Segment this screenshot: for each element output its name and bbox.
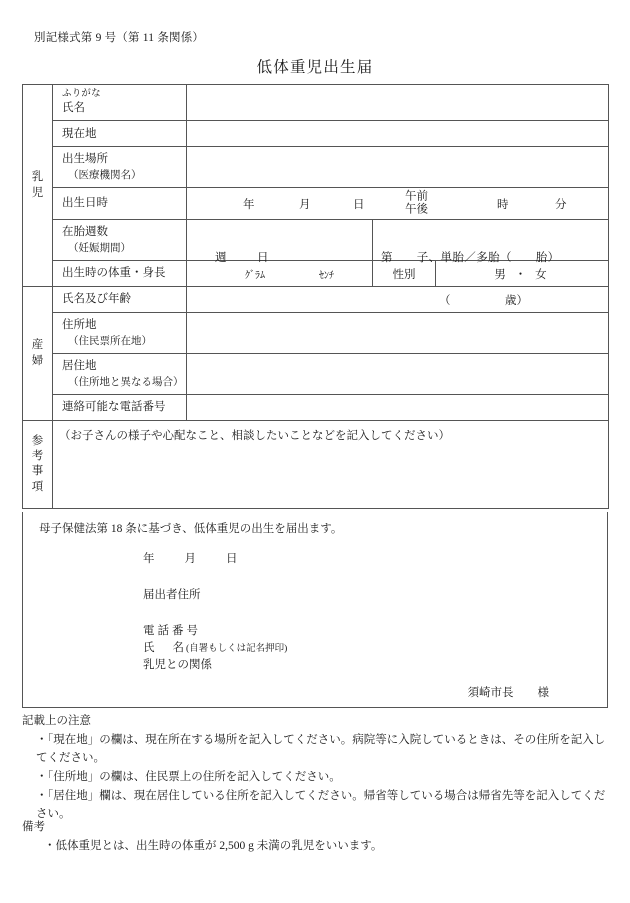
birth-month-unit: 月 xyxy=(299,198,311,211)
pm-option[interactable]: 午後 xyxy=(405,203,428,216)
row-label-mother-name-age: 氏名及び年齢 xyxy=(53,287,187,313)
table-row xyxy=(23,121,609,147)
declaration-name-line[interactable] xyxy=(143,639,287,655)
table-row xyxy=(23,394,609,420)
gestation-label: 在胎週数 xyxy=(62,226,108,239)
section-label-mother-char-2: 婦 xyxy=(31,354,44,367)
row-label-sex: 性別 xyxy=(373,261,436,287)
weight-unit: ｸﾞﾗﾑ xyxy=(245,270,265,282)
birth-place-sublabel: （医療機関名） xyxy=(68,170,142,182)
declaration-block xyxy=(22,512,608,708)
section-label-infant xyxy=(23,85,53,287)
field-birth-order[interactable] xyxy=(373,220,609,265)
notes-title: 記載上の注意 xyxy=(22,715,91,727)
gestation-weeks-unit: 週 xyxy=(215,252,227,265)
row-label-birth-datetime: 出生日時 xyxy=(53,188,187,220)
field-sex-options[interactable]: 男 ・ 女 xyxy=(436,261,609,287)
row-label-infant-name xyxy=(53,85,187,121)
note-item: ・「現在地」の欄は、現在所在する場所を記入してください。病院等に入院しているときは、その住所を記入してください。 xyxy=(36,733,606,765)
mother-address-sublabel: （住民票所在地） xyxy=(68,335,152,347)
remarks-section xyxy=(22,818,614,855)
reference-note-text: （お子さんの様子や心配なこと、相談したいことなどを記入してください） xyxy=(59,429,450,442)
declaration-year-unit: 年 xyxy=(143,553,155,565)
remarks-title: 備考 xyxy=(22,821,45,833)
birth-notification-table xyxy=(22,84,609,509)
age-paren-open: （ xyxy=(439,294,451,307)
table-row xyxy=(23,85,609,121)
form-number: 別記様式第 9 号（第 11 条関係） xyxy=(34,32,205,44)
table-row xyxy=(23,420,609,508)
section-label-infant-char-2: 児 xyxy=(31,186,44,199)
am-pm-selector[interactable] xyxy=(405,190,428,217)
field-mother-phone[interactable] xyxy=(187,394,609,420)
section-label-mother-char-1: 産 xyxy=(31,339,44,352)
section-label-reference-char-2: 考 xyxy=(31,450,44,463)
declaration-day-unit: 日 xyxy=(226,553,238,565)
declaration-lead-text: 母子保健法第 18 条に基づき、低体重児の出生を届出ます。 xyxy=(39,523,343,535)
note-item: ・「居住地」欄は、現在居住している住所を記入してください。帰省等している場合は帰省先等を記入してください。 xyxy=(36,789,606,821)
notes-section xyxy=(22,712,614,824)
declaration-addressee xyxy=(468,684,550,700)
document-title: 低体重児出生届 xyxy=(256,59,374,76)
gestation-sublabel: （妊娠期間） xyxy=(68,242,131,254)
birth-order-text: 第 子、単胎／多胎（ 胎） xyxy=(381,252,560,265)
section-label-infant-char-1: 乳 xyxy=(31,171,44,184)
mayor-title: 須崎市長 xyxy=(467,687,514,699)
field-reference-notes[interactable] xyxy=(53,420,609,508)
table-row xyxy=(23,313,609,354)
row-label-gestation xyxy=(53,220,187,261)
am-option[interactable]: 午前 xyxy=(405,190,428,203)
field-infant-name[interactable] xyxy=(187,85,609,121)
age-unit: 歳） xyxy=(505,294,528,307)
declaration-date-line[interactable] xyxy=(143,550,238,566)
section-label-reference-char-4: 項 xyxy=(31,480,44,493)
row-label-mother-address xyxy=(53,313,187,354)
declaration-name-label-2: 名 xyxy=(172,642,184,654)
section-label-mother xyxy=(23,287,53,421)
field-gestation-duration[interactable] xyxy=(187,220,373,265)
field-mother-residence[interactable] xyxy=(187,354,609,395)
row-label-mother-phone: 連絡可能な電話番号 xyxy=(53,394,187,420)
birth-minute-unit: 分 xyxy=(555,198,567,211)
row-label-measurements: 出生時の体重・身長 xyxy=(53,261,187,287)
mother-residence-sublabel: （住所地と異なる場合） xyxy=(68,376,184,388)
declaration-name-label-1: 氏 xyxy=(143,642,173,654)
furigana-label: ふりがな xyxy=(62,89,101,99)
birth-place-label: 出生場所 xyxy=(62,153,108,166)
field-mother-name-age[interactable] xyxy=(187,287,609,313)
mother-address-label: 住所地 xyxy=(62,319,97,332)
birth-hour-unit: 時 xyxy=(497,198,509,211)
gestation-days-unit: 日 xyxy=(257,252,269,265)
row-label-current-location: 現在地 xyxy=(53,121,187,147)
row-label-birth-place xyxy=(53,147,187,188)
field-current-location[interactable] xyxy=(187,121,609,147)
declaration-phone-label[interactable]: 電話番号 xyxy=(143,625,201,637)
field-birth-place[interactable] xyxy=(187,147,609,188)
height-unit: ｾﾝﾁ xyxy=(319,270,334,282)
birth-year-unit: 年 xyxy=(243,198,255,211)
section-label-reference xyxy=(23,420,53,508)
honorific: 様 xyxy=(537,687,549,699)
declaration-relation-label[interactable]: 乳児との関係 xyxy=(143,659,212,671)
row-label-mother-residence xyxy=(53,354,187,395)
declaration-applicant-address-label[interactable]: 届出者住所 xyxy=(143,589,201,601)
field-birth-datetime[interactable] xyxy=(187,188,609,220)
table-row xyxy=(23,220,609,261)
birth-day-unit: 日 xyxy=(353,198,365,211)
section-label-reference-char-1: 参 xyxy=(31,434,44,447)
mother-residence-label: 居住地 xyxy=(62,360,97,373)
remark-item: ・低体重児とは、出生時の体重が 2,500 g 未満の乳児をいいます。 xyxy=(44,839,383,852)
table-row xyxy=(23,354,609,395)
section-label-reference-char-3: 事 xyxy=(31,465,44,478)
table-row xyxy=(23,287,609,313)
declaration-month-unit: 月 xyxy=(184,553,196,565)
name-label: 氏名 xyxy=(62,101,85,114)
declaration-name-note: (自署もしくは記名押印) xyxy=(186,644,288,654)
field-mother-address[interactable] xyxy=(187,313,609,354)
note-item: ・「住所地」の欄は、住民票上の住所を記入してください。 xyxy=(36,770,341,783)
table-row xyxy=(23,188,609,220)
table-row xyxy=(23,147,609,188)
